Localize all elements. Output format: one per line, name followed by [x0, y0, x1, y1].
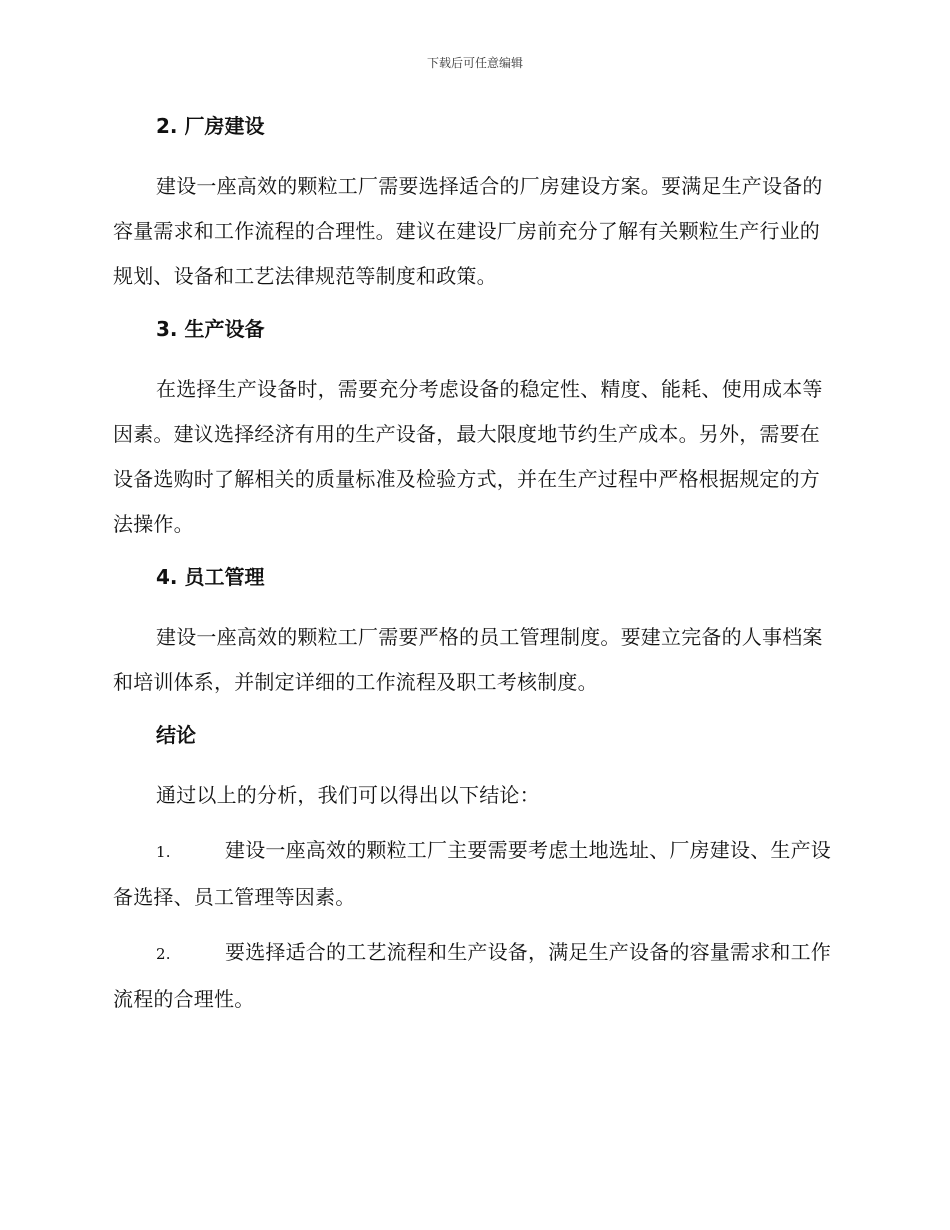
list-item-text: 要选择适合的工艺流程和生产设备，满足生产设备的容量需求和工作流程的合理性。: [113, 940, 831, 1011]
section-heading-production-equipment: 3. 生产设备: [156, 317, 265, 341]
conclusion-heading: 结论: [156, 723, 196, 747]
list-item-text: 建设一座高效的颗粒工厂主要需要考虑土地选址、厂房建设、生产设备选择、员工管理等因素。: [113, 838, 831, 909]
document-body: [113, 110, 833, 1032]
conclusion-list-item: [113, 828, 833, 920]
section-paragraph-staff-management: 建设一座高效的颗粒工厂需要严格的员工管理制度。要建立完备的人事档案和培训体系，并制定详细的工作流程及职工考核制度。: [113, 625, 823, 694]
list-item-number: 2.: [156, 945, 171, 963]
conclusion-list-item: [113, 930, 833, 1022]
section-paragraph-production-equipment: 在选择生产设备时，需要充分考虑设备的稳定性、精度、能耗、使用成本等因素。建议选择经济有用的生产设备，最大限度地节约生产成本。另外，需要在设备选购时了解相关的质量标准及检验方式，并在生产过程中严格根据规定的方法操作。: [113, 377, 823, 536]
section-paragraph-plant-construction: 建设一座高效的颗粒工厂需要选择适合的厂房建设方案。要满足生产设备的容量需求和工作流程的合理性。建议在建设厂房前充分了解有关颗粒生产行业的规划、设备和工艺法律规范等制度和政策。: [113, 174, 823, 288]
page-header: 下载后可任意编辑: [426, 56, 523, 70]
list-item-number: 1.: [156, 843, 171, 861]
section-heading-plant-construction: 2. 厂房建设: [156, 114, 265, 138]
section-heading-staff-management: 4. 员工管理: [156, 565, 265, 589]
conclusion-intro: 通过以上的分析，我们可以得出以下结论：: [156, 783, 540, 807]
